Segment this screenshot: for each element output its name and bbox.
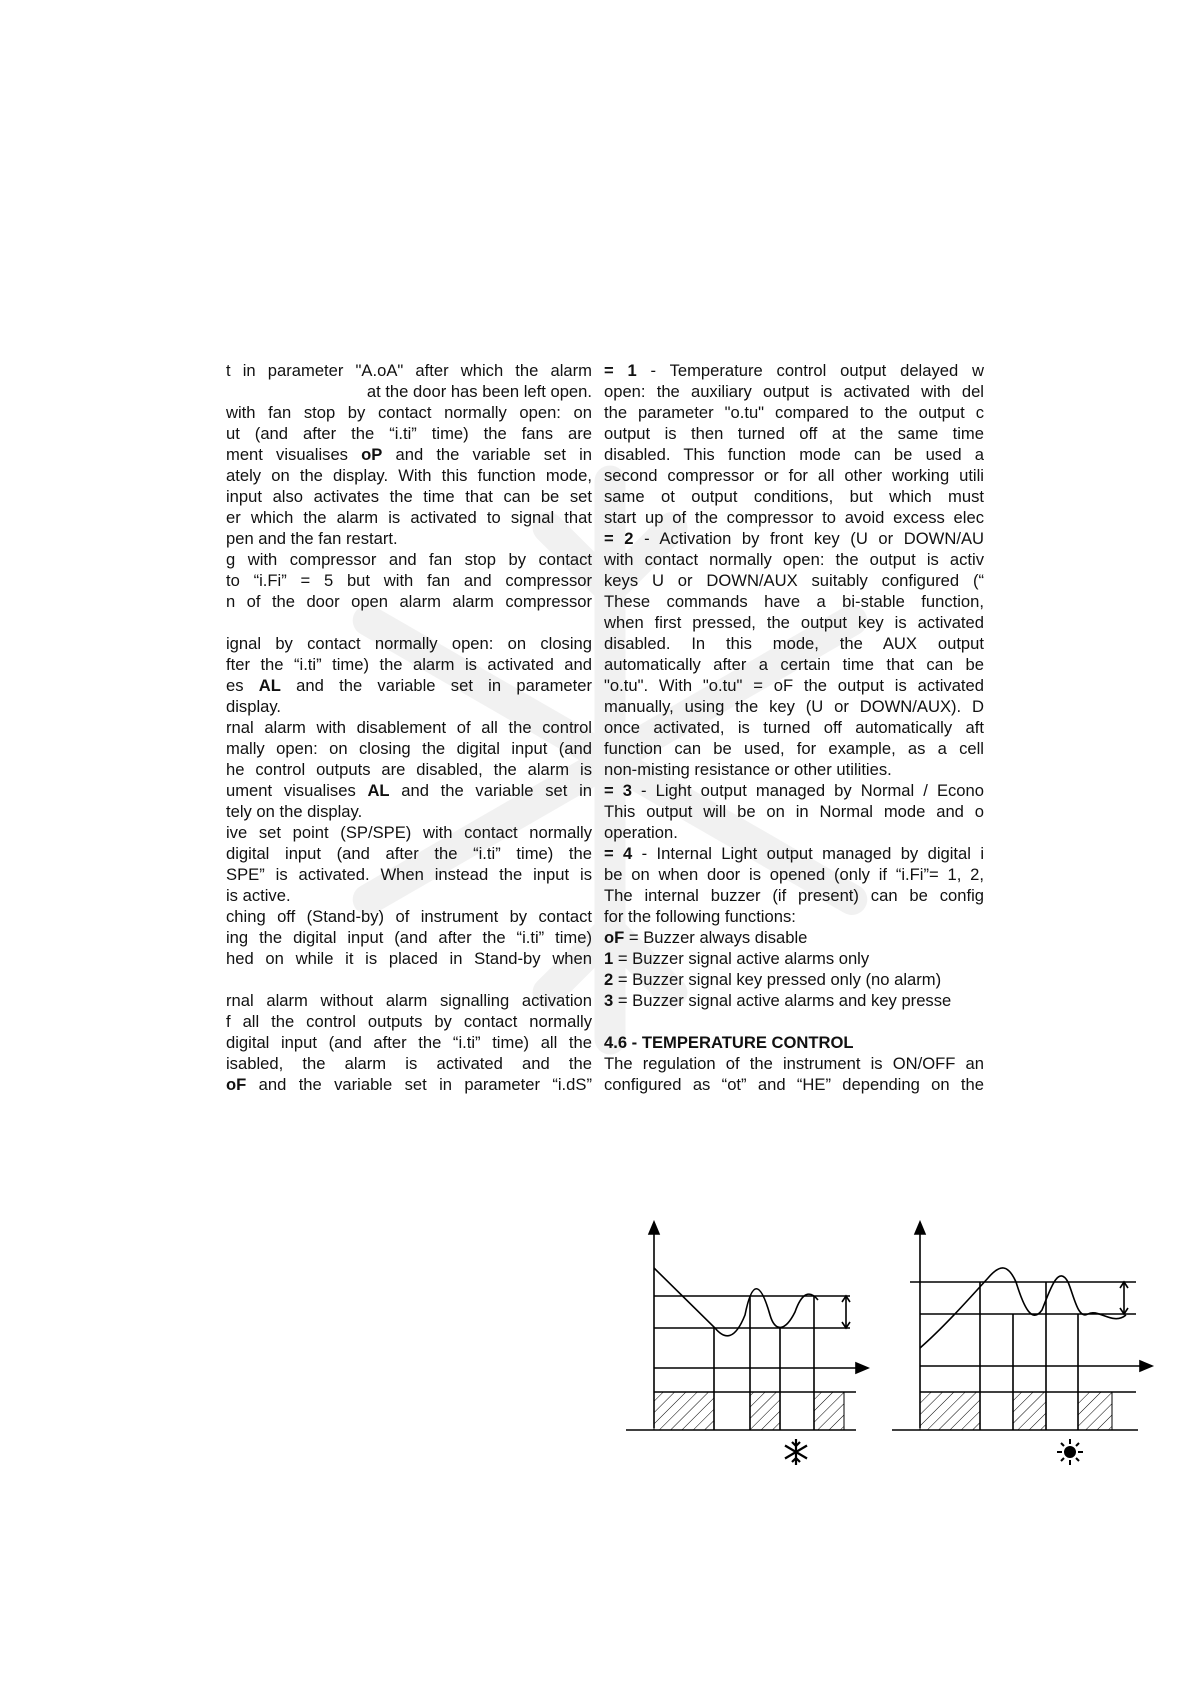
time-axis-arrow [1140,1361,1152,1371]
text-line [604,528,984,549]
text-line [226,444,592,465]
text-line [604,465,984,486]
bold-text: = 2 [604,529,634,548]
text-run: ument visualises [226,781,368,800]
text-line [226,591,592,612]
text-run: digital input (and after the “i.ti” time) all the [226,1033,592,1052]
text-run: and the variable set in parameter [280,676,592,695]
compressor-on-period [814,1392,844,1430]
text-run: and the variable set in [389,781,592,800]
text-line [604,360,984,381]
text-run: same ot output conditions, but which must [604,487,984,506]
text-run: = Buzzer always disable [624,928,808,947]
text-run: ing the digital input (and after the “i.ti” time) [226,928,592,947]
text-run: operation. [604,823,678,842]
text-run: - Activation by front key (U or DOWN/AU [633,529,984,548]
y-axis-arrow [915,1222,925,1234]
text-line [226,759,592,780]
text-run: ive set point (SP/SPE) with contact normally [226,823,592,842]
text-line [604,1053,984,1074]
text-run: hed on while it is placed in Stand-by when [226,949,592,968]
text-line [604,507,984,528]
text-line [226,381,592,402]
bold-text: 2 [604,970,614,989]
snowflake-icon [785,1439,807,1465]
bold-text: oF [226,1075,247,1094]
text-run: pen and the fan restart. [226,529,398,548]
text-run: with contact normally open: the output is activ [604,550,984,569]
text-line [226,948,592,969]
text-line [226,486,592,507]
text-run: and the variable set in [382,445,592,464]
text-line [226,927,592,948]
text-line [226,1032,592,1053]
compressor-on-period [750,1392,780,1430]
text-run: n of the door open alarm alarm compressor [226,592,592,611]
text-line [604,675,984,696]
text-line [226,864,592,885]
text-line [226,654,592,675]
bold-text: 4.6 - TEMPERATURE CONTROL [604,1033,854,1052]
text-line [226,423,592,444]
text-run: rnal alarm without alarm signalling activation [226,991,592,1010]
text-run: "o.tu". With "o.tu" = oF the output is activated [604,676,984,695]
text-run: to “i.Fi” = 5 but with fan and compressor [226,571,592,590]
heating-control-diagram [888,1220,1158,1490]
text-line [604,1032,984,1053]
text-run: input also activates the time that can be set [226,487,592,506]
text-line [604,927,984,948]
bold-text: 3 [604,991,614,1010]
text-line [226,696,592,717]
text-run: ut (and after the “i.ti” time) the fans are [226,424,592,443]
text-run: when first pressed, the output key is activated [604,613,984,632]
text-line [604,486,984,507]
text-line [226,822,592,843]
y-axis-arrow [649,1222,659,1234]
temperature-curve [654,1268,818,1336]
text-run: second compressor or for all other working utili [604,466,984,485]
text-line [604,612,984,633]
time-axis-arrow [856,1363,868,1373]
bold-text: 1 [604,949,614,968]
text-run: at the door has been left open. [366,382,592,401]
text-line [604,885,984,906]
text-run: start up of the compressor to avoid excess elec [604,508,984,527]
text-line [226,633,592,654]
text-line [604,633,984,654]
bold-text: = 1 [604,361,637,380]
text-run: for the following functions: [604,907,796,926]
bold-text: = 3 [604,781,632,800]
text-run: g with compressor and fan stop by contact [226,550,592,569]
text-run: be on when door is opened (only if “i.Fi”= 1, 2, [604,865,984,884]
text-line [604,570,984,591]
text-run: t in parameter "A.oA" after which the alarm [226,361,592,380]
text-line [226,675,592,696]
text-line [226,465,592,486]
text-run: This output will be on in Normal mode and o [604,802,984,821]
text-run: f all the control outputs by contact normally [226,1012,592,1031]
text-run: tely on the display. [226,802,363,821]
text-line [604,591,984,612]
text-line [604,801,984,822]
text-run: manually, using the key (U or DOWN/AUX). D [604,697,984,716]
text-run: = Buzzer signal active alarms only [613,949,870,968]
text-run: non-misting resistance or other utilities. [604,760,892,779]
text-line [226,507,592,528]
text-line [604,738,984,759]
text-run: disabled. This function mode can be used a [604,445,984,464]
text-run: digital input (and after the “i.ti” time) the [226,844,592,863]
text-run: ching off (Stand-by) of instrument by contact [226,907,592,926]
text-run: function can be used, for example, as a cell [604,739,984,758]
text-line [226,738,592,759]
text-line [226,780,592,801]
text-line [226,843,592,864]
text-run: with fan stop by contact normally open: on [226,403,592,422]
text-line [226,1053,592,1074]
text-run: es [226,676,259,695]
text-run: ment visualises [226,445,362,464]
text-line [604,906,984,927]
text-run: = Buzzer signal key pressed only (no alarm) [613,970,942,989]
bold-text: oP [361,445,383,464]
text-run: - Internal Light output managed by digital i [632,844,984,863]
text-line [226,885,592,906]
text-line [604,696,984,717]
text-run: er which the alarm is activated to signal that [226,508,592,527]
left-column-text [226,360,592,1095]
text-line [226,360,592,381]
text-line [226,1011,592,1032]
text-line [604,654,984,675]
text-line [226,717,592,738]
text-run: output is then turned off at the same time [604,424,984,443]
text-run: = Buzzer signal active alarms and key presse [613,991,952,1010]
text-line [604,444,984,465]
heater-on-period [1078,1392,1112,1430]
compressor-on-period [654,1392,714,1430]
text-line [604,1074,984,1095]
text-line [604,402,984,423]
text-run: mally open: on closing the digital input (and [226,739,592,758]
text-line [604,864,984,885]
sun-icon [1057,1439,1083,1465]
text-line [226,402,592,423]
bold-text: AL [258,676,281,695]
text-run: These commands have a bi-stable function, [604,592,984,611]
text-line [604,717,984,738]
text-line [226,906,592,927]
blank-line [226,612,592,633]
text-run: ately on the display. With this function mode, [226,466,592,485]
cooling-control-diagram [620,1220,870,1490]
temperature-curve [920,1268,1126,1348]
blank-line [604,1011,984,1032]
blank-line [226,969,592,990]
text-line [604,423,984,444]
text-run: disabled. In this mode, the AUX output [604,634,984,653]
right-column-text [604,360,984,1095]
text-run: once activated, is turned off automatically aft [604,718,984,737]
bold-text: = 4 [604,844,633,863]
text-run: SPE” is activated. When instead the input is [226,865,592,884]
text-run: automatically after a certain time that can be [604,655,984,674]
text-line [604,381,984,402]
text-run: The internal buzzer (if present) can be config [604,886,984,905]
text-run: ignal by contact normally open: on closing [226,634,592,653]
text-line [604,822,984,843]
text-line [604,549,984,570]
text-line [604,990,984,1011]
text-run: he control outputs are disabled, the alarm is [226,760,592,779]
text-line [226,990,592,1011]
text-run: open: the auxiliary output is activated with del [604,382,984,401]
text-run: the parameter "o.tu" compared to the output c [604,403,984,422]
text-line [604,759,984,780]
text-run: keys U or DOWN/AUX suitably configured (“ [604,571,984,590]
text-run: isabled, the alarm is activated and the [226,1054,592,1073]
text-line [604,843,984,864]
text-line [226,549,592,570]
heater-on-period [1013,1392,1046,1430]
text-run: display. [226,697,282,716]
text-run: - Temperature control output delayed w [636,361,984,380]
text-line [226,1074,592,1095]
heater-on-period [920,1392,980,1430]
text-run: - Light output managed by Normal / Econo [631,781,984,800]
text-line [226,801,592,822]
text-run: fter the “i.ti” time) the alarm is activated and [226,655,592,674]
text-line [604,780,984,801]
text-line [604,969,984,990]
bold-text: AL [367,781,390,800]
text-line [604,948,984,969]
text-run: configured as “ot” and “HE” depending on the [604,1075,984,1094]
text-line [226,528,592,549]
text-run: rnal alarm with disablement of all the control [226,718,592,737]
text-line [226,570,592,591]
text-run: The regulation of the instrument is ON/OFF an [604,1054,984,1073]
bold-text: oF [604,928,625,947]
text-run: and the variable set in parameter “i.dS” [246,1075,592,1094]
text-run: is active. [226,886,291,905]
